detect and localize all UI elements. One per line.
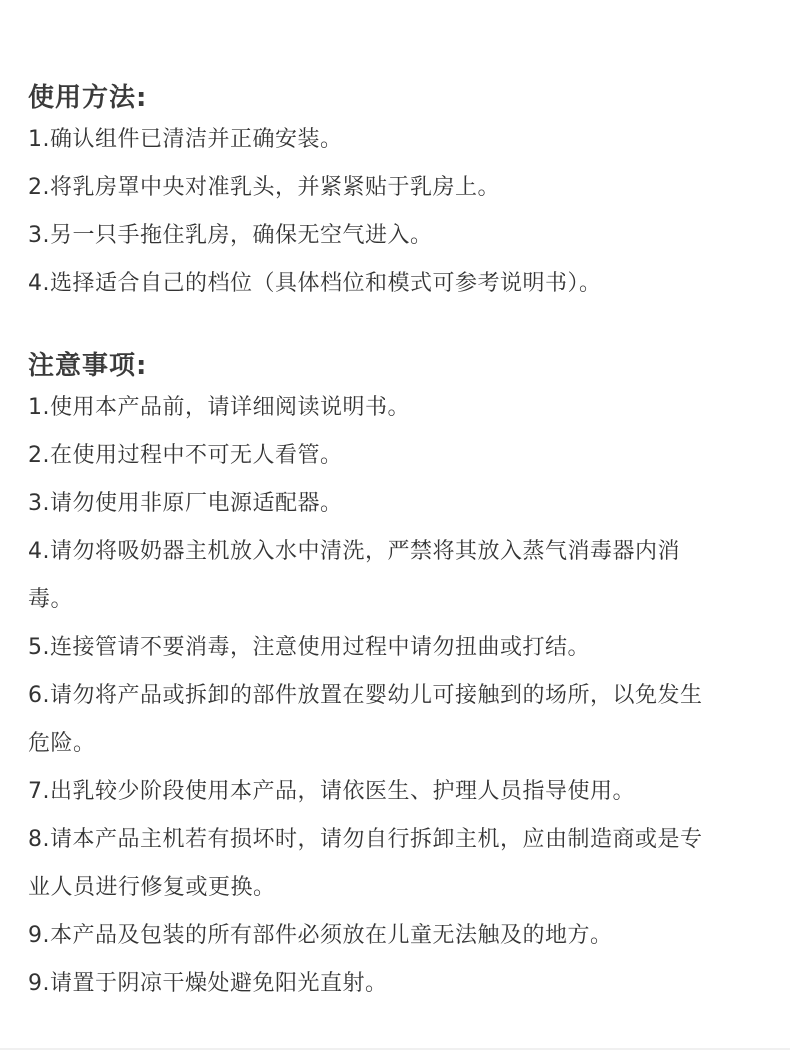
usage-item: 1.确认组件已清洁并正确安装。 <box>28 127 343 152</box>
notes-heading: 注意事项: <box>28 351 148 381</box>
notes-item: 3.请勿使用非原厂电源适配器。 <box>28 491 343 516</box>
notes-item: 9.请置于阴凉干燥处避免阳光直射。 <box>28 971 388 996</box>
usage-item: 3.另一只手拖住乳房，确保无空气进入。 <box>28 223 433 248</box>
notes-item: 1.使用本产品前，请详细阅读说明书。 <box>28 395 410 420</box>
usage-item: 4.选择适合自己的档位（具体档位和模式可参考说明书）。 <box>28 271 602 296</box>
usage-section <box>28 80 728 308</box>
notes-item: 9.本产品及包装的所有部件必须放在儿童无法触及的地方。 <box>28 923 613 948</box>
usage-item: 2.将乳房罩中央对准乳头，并紧紧贴于乳房上。 <box>28 175 500 200</box>
notes-item: 2.在使用过程中不可无人看管。 <box>28 443 343 468</box>
notes-item: 6.请勿将产品或拆卸的部件放置在婴幼儿可接触到的场所，以免发生危险。 <box>28 683 703 756</box>
usage-list <box>28 116 728 308</box>
usage-heading: 使用方法: <box>28 83 148 113</box>
notes-item: 4.请勿将吸奶器主机放入水中清洗，严禁将其放入蒸气消毒器内消毒。 <box>28 539 680 612</box>
bottom-divider <box>0 1048 790 1050</box>
notes-item: 8.请本产品主机若有损坏时，请勿自行拆卸主机，应由制造商或是专业人员进行修复或更换。 <box>28 827 703 900</box>
notes-item: 5.连接管请不要消毒，注意使用过程中请勿扭曲或打结。 <box>28 635 590 660</box>
notes-section <box>28 348 728 1008</box>
notes-list <box>28 384 728 1008</box>
notes-item: 7.出乳较少阶段使用本产品，请依医生、护理人员指导使用。 <box>28 779 635 804</box>
